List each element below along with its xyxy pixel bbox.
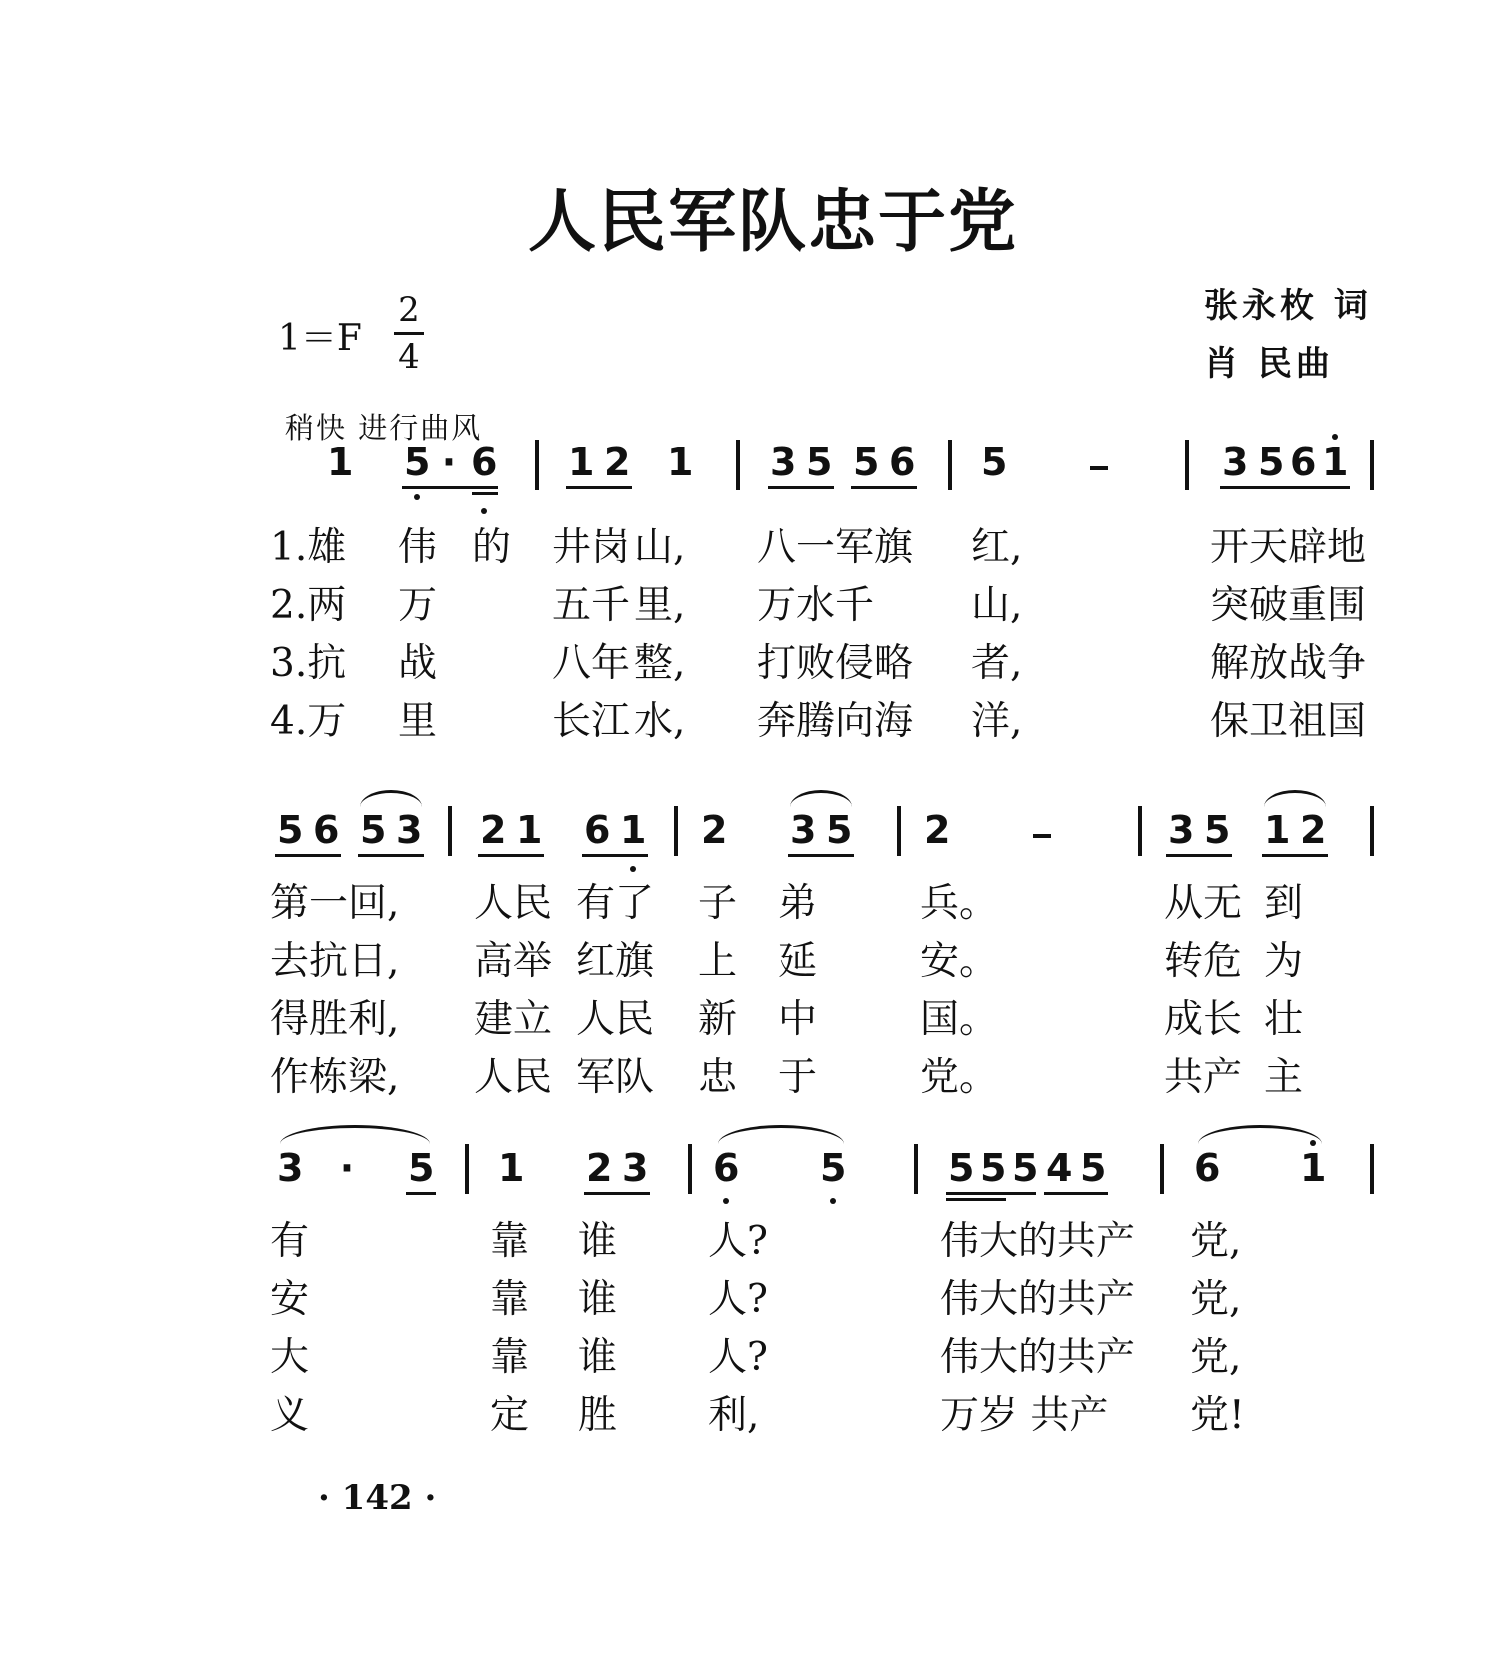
note: 2 — [604, 440, 631, 484]
hold-dash — [1090, 466, 1108, 470]
bar-line — [674, 806, 678, 856]
lyric: 中 — [778, 997, 818, 1042]
lyric: 定 — [490, 1393, 530, 1438]
bar-line — [1185, 440, 1189, 490]
note: 1 — [667, 440, 694, 484]
page-number: · 142 · — [318, 1478, 437, 1518]
lyric: 突破重围 — [1210, 583, 1367, 628]
lyric: 从无 — [1164, 881, 1243, 926]
beam-underline — [582, 854, 648, 857]
time-signature-bottom: 4 — [398, 337, 420, 377]
lyric: 开天辟地 — [1210, 525, 1367, 570]
hold-dash — [1033, 834, 1051, 838]
lyric: 军队 — [576, 1055, 655, 1100]
lyric: 伟大的共产 — [940, 1219, 1136, 1264]
note: 2 — [480, 808, 507, 852]
dot-extension: · — [339, 1146, 355, 1190]
bar-line — [914, 1144, 918, 1194]
slur — [280, 1125, 430, 1144]
beam-underline — [1044, 1192, 1108, 1195]
lyric: 4.万 — [270, 699, 347, 744]
beam-underline — [1220, 486, 1350, 489]
note: 6 — [1290, 440, 1317, 484]
lyric: 里 — [398, 699, 438, 744]
lyric: 保卫祖国 — [1210, 699, 1367, 744]
note: 3 — [622, 1146, 649, 1190]
note: 3 — [770, 440, 797, 484]
lyric: 大 — [270, 1335, 310, 1380]
beam-underline — [946, 1198, 1006, 1201]
lyric: 党, — [1190, 1277, 1242, 1322]
lyric: 国。 — [920, 997, 999, 1042]
lyric: 建立 — [474, 997, 553, 1042]
lyric: 里, — [634, 583, 686, 628]
bar-line — [1370, 440, 1374, 490]
note: 5 — [360, 808, 387, 852]
lyric: 八一军旗 — [757, 525, 914, 570]
lyric: 忠 — [698, 1055, 738, 1100]
note: 3 — [396, 808, 423, 852]
lyric: 者, — [971, 641, 1023, 686]
lyric: 山, — [634, 525, 686, 570]
lyric: 打败侵略 — [757, 641, 914, 686]
lyric: 弟 — [778, 881, 818, 926]
beam-underline — [768, 486, 834, 489]
note: 5 — [1258, 440, 1285, 484]
low-octave-dot — [830, 1198, 836, 1204]
lyric: 奔腾向海 — [757, 699, 914, 744]
note: 5 — [1080, 1146, 1107, 1190]
time-signature-line — [394, 332, 424, 335]
bar-line — [1370, 1144, 1374, 1194]
lyric: 胜 — [578, 1393, 618, 1438]
slur — [790, 790, 852, 807]
song-title: 人民军队忠于党 — [527, 183, 1018, 262]
beam-underline — [946, 1192, 1036, 1195]
note: 6 — [889, 440, 916, 484]
beam-underline — [358, 854, 424, 857]
lyric: 第一回, — [270, 881, 400, 926]
lyric: 有 — [270, 1219, 310, 1264]
note: 5 — [853, 440, 880, 484]
lyric: 去抗日, — [270, 939, 400, 984]
lyric: 解放战争 — [1210, 641, 1367, 686]
note: 1 — [1322, 440, 1349, 484]
slur — [360, 790, 422, 807]
high-octave-dot — [1332, 434, 1338, 440]
lyric: 井岗 — [552, 525, 631, 570]
low-octave-dot — [414, 494, 420, 500]
bar-line — [688, 1144, 692, 1194]
lyric: 水, — [634, 699, 686, 744]
lyric: 靠 — [490, 1277, 530, 1322]
note: 1 — [1264, 808, 1291, 852]
lyric: 山, — [971, 583, 1023, 628]
lyric: 伟 — [398, 525, 438, 570]
lyric: 人民 — [474, 881, 553, 926]
low-octave-dot — [630, 866, 636, 872]
note: 5 — [981, 440, 1008, 484]
lyric: 战 — [398, 641, 438, 686]
bar-line — [897, 806, 901, 856]
lyric: 为 — [1264, 939, 1304, 984]
lyric: 于 — [778, 1055, 818, 1100]
lyric: 兵。 — [920, 881, 999, 926]
lyric: 到 — [1264, 881, 1304, 926]
beam-underline — [1166, 854, 1232, 857]
lyric: 万岁 共产 — [940, 1393, 1109, 1438]
lyric: 党。 — [920, 1055, 999, 1100]
lyric: 3.抗 — [270, 641, 347, 686]
note: 3 — [1168, 808, 1195, 852]
lyric: 义 — [270, 1393, 310, 1438]
lyric: 红旗 — [576, 939, 655, 984]
lyric: 共产 — [1164, 1055, 1243, 1100]
bar-line — [1370, 806, 1374, 856]
slur — [1198, 1125, 1322, 1144]
lyric: 子 — [698, 881, 738, 926]
composer-credit: 肖 民曲 — [1204, 344, 1334, 384]
note: 3 — [1222, 440, 1249, 484]
lyric: 成长 — [1164, 997, 1243, 1042]
lyric: 人? — [708, 1277, 768, 1322]
lyric: 利, — [708, 1393, 760, 1438]
note: 6 — [471, 440, 498, 484]
lyric: 主 — [1264, 1055, 1304, 1100]
note: 1 — [568, 440, 595, 484]
tempo-marking: 稍快 进行曲风 — [285, 411, 483, 445]
note: 5 — [1012, 1146, 1039, 1190]
lyric: 转危 — [1164, 939, 1243, 984]
note: 5 — [980, 1146, 1007, 1190]
lyric: 得胜利, — [270, 997, 400, 1042]
lyric: 党, — [1190, 1335, 1242, 1380]
lyric: 八年 — [552, 641, 631, 686]
lyric: 人? — [708, 1219, 768, 1264]
lyric: 伟大的共产 — [940, 1335, 1136, 1380]
note: 1 — [1300, 1146, 1327, 1190]
lyric: 党, — [1190, 1219, 1242, 1264]
lyric: 伟大的共产 — [940, 1277, 1136, 1322]
time-signature-top: 2 — [398, 290, 420, 330]
note: 3 — [790, 808, 817, 852]
lyric: 2.两 — [270, 583, 347, 628]
lyric: 作栋梁, — [270, 1055, 400, 1100]
note: 5 — [404, 440, 431, 484]
lyric: 五千 — [552, 583, 631, 628]
lyric: 壮 — [1264, 997, 1304, 1042]
note: 5 — [277, 808, 304, 852]
note: 5 — [826, 808, 853, 852]
beam-underline — [472, 492, 498, 495]
low-octave-dot — [723, 1198, 729, 1204]
lyric: 安。 — [920, 939, 999, 984]
note: 5 — [408, 1146, 435, 1190]
beam-underline — [402, 486, 498, 489]
beam-underline — [275, 854, 341, 857]
lyric: 延 — [778, 939, 818, 984]
lyric: 靠 — [490, 1219, 530, 1264]
note: 5 — [1204, 808, 1231, 852]
dot-extension: · — [441, 440, 457, 484]
bar-line — [736, 440, 740, 490]
lyric: 有了 — [576, 881, 655, 926]
slur — [1264, 790, 1326, 807]
lyric: 人民 — [474, 1055, 553, 1100]
note: 5 — [806, 440, 833, 484]
lyric: 安 — [270, 1277, 310, 1322]
lyric: 谁 — [578, 1335, 618, 1380]
beam-underline — [566, 486, 632, 489]
bar-line — [1160, 1144, 1164, 1194]
bar-line — [448, 806, 452, 856]
bar-line — [948, 440, 952, 490]
lyric: 洋, — [971, 699, 1023, 744]
note: 6 — [713, 1146, 740, 1190]
lyric: 万 — [398, 583, 438, 628]
lyric: 人? — [708, 1335, 768, 1380]
note: 2 — [586, 1146, 613, 1190]
note: 1 — [498, 1146, 525, 1190]
lyric: 高举 — [474, 939, 553, 984]
lyric: 万水千 — [757, 583, 875, 628]
beam-underline — [851, 486, 917, 489]
time-signature — [392, 290, 426, 377]
lyric: 人民 — [576, 997, 655, 1042]
beam-underline — [1262, 854, 1328, 857]
note: 2 — [1300, 808, 1327, 852]
note: 3 — [277, 1146, 304, 1190]
beam-underline — [584, 1192, 650, 1195]
lyric: 1.雄 — [270, 525, 347, 570]
note: 5 — [820, 1146, 847, 1190]
note: 5 — [948, 1146, 975, 1190]
lyric: 整, — [634, 641, 686, 686]
note: 1 — [327, 440, 354, 484]
bar-line — [535, 440, 539, 490]
lyricist-credit: 张永枚 词 — [1204, 286, 1372, 326]
lyric: 红, — [971, 525, 1023, 570]
slur — [718, 1125, 844, 1144]
low-octave-dot — [481, 508, 487, 514]
note: 6 — [313, 808, 340, 852]
lyric: 靠 — [490, 1335, 530, 1380]
note: 2 — [924, 808, 951, 852]
lyric: 长江 — [552, 699, 631, 744]
lyric: 上 — [698, 939, 738, 984]
beam-underline — [788, 854, 854, 857]
key-signature: 1＝F — [278, 318, 362, 359]
note: 1 — [620, 808, 647, 852]
lyric: 谁 — [578, 1277, 618, 1322]
lyric: 谁 — [578, 1219, 618, 1264]
note: 4 — [1046, 1146, 1073, 1190]
bar-line — [1138, 806, 1142, 856]
bar-line — [465, 1144, 469, 1194]
beam-underline — [478, 854, 544, 857]
note: 6 — [584, 808, 611, 852]
beam-underline — [406, 1192, 436, 1195]
lyric: 党! — [1190, 1393, 1245, 1438]
lyric: 的 — [472, 525, 512, 570]
note: 2 — [701, 808, 728, 852]
lyric: 新 — [698, 997, 738, 1042]
note: 6 — [1194, 1146, 1221, 1190]
note: 1 — [516, 808, 543, 852]
